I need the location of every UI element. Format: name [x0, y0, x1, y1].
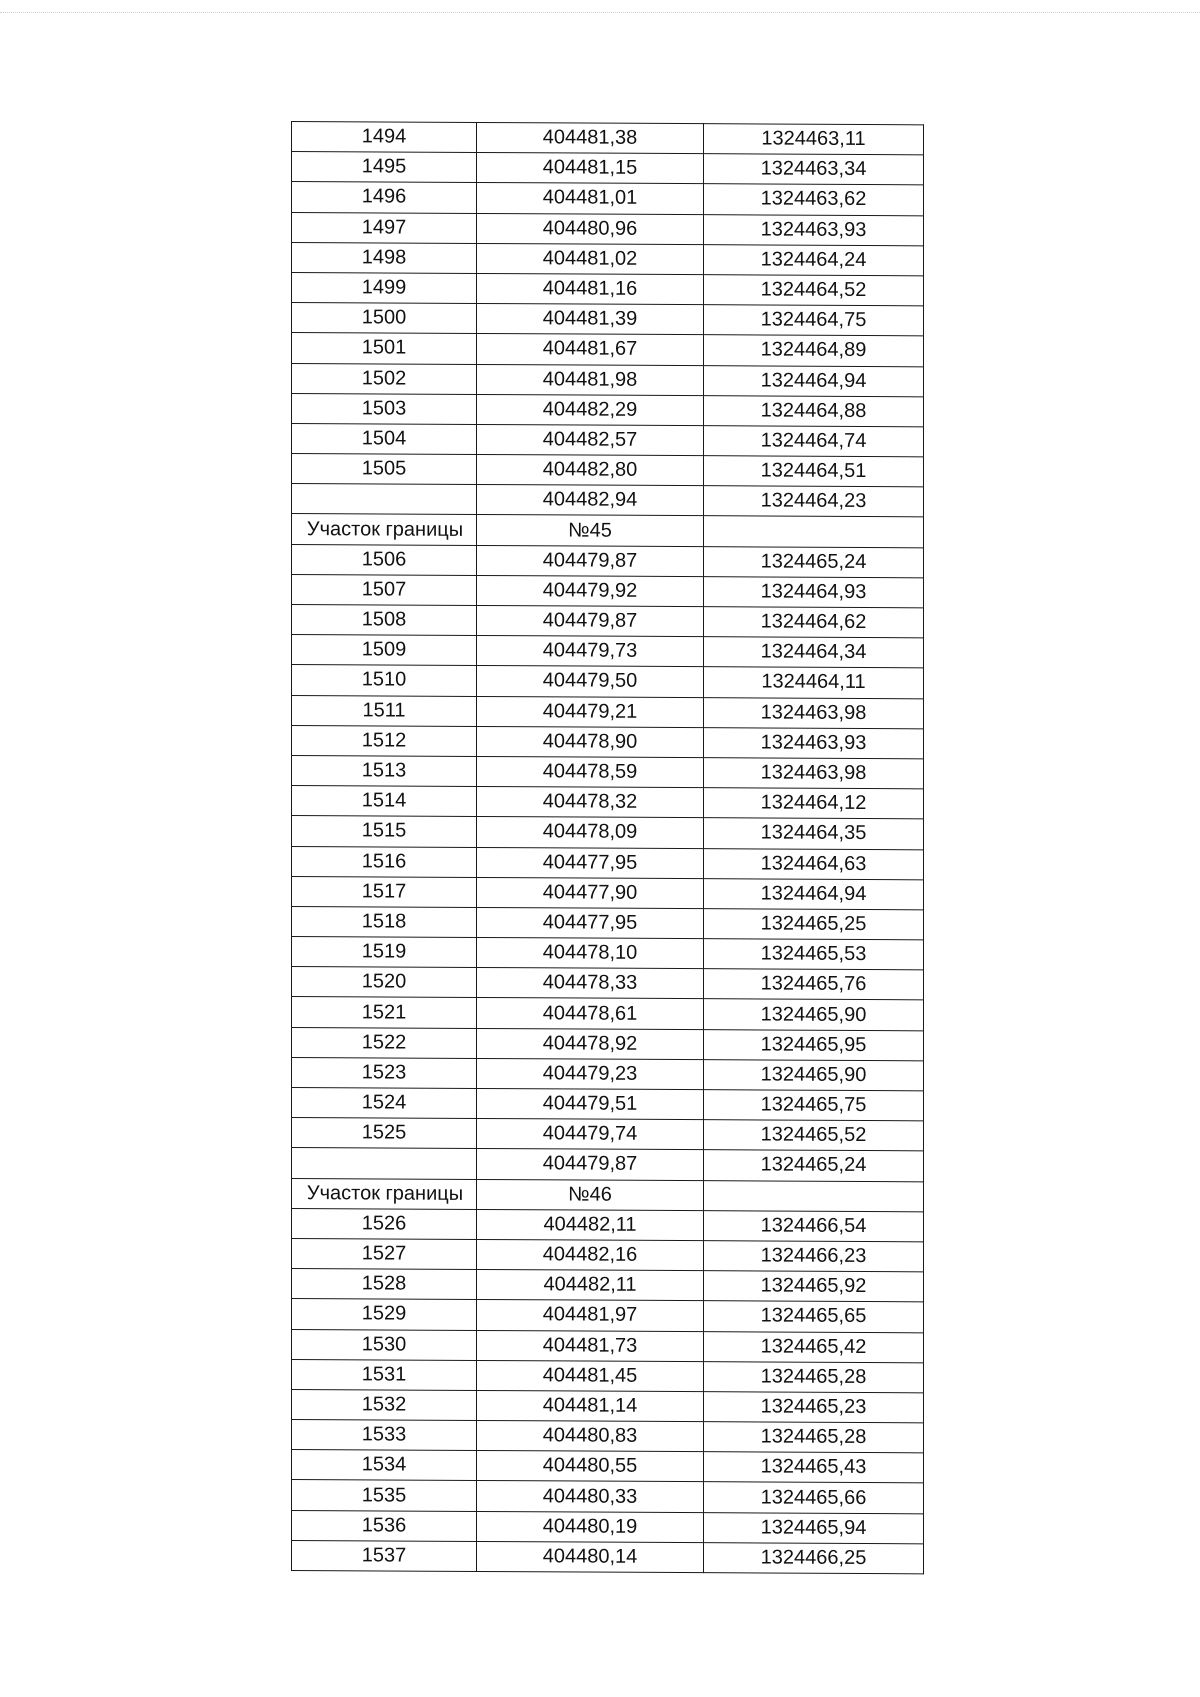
- table-row: [292, 605, 924, 638]
- point-number-cell: 1506: [292, 544, 477, 575]
- y-coordinate-cell: 1324463,93: [704, 214, 924, 245]
- x-coordinate-cell: 404481,98: [477, 364, 704, 395]
- point-number-cell: 1507: [292, 574, 477, 605]
- table-row: [292, 1148, 924, 1181]
- table-row: [292, 574, 924, 607]
- table-row: [292, 846, 924, 879]
- table-row: [292, 1238, 924, 1271]
- x-coordinate-cell: 404481,45: [477, 1360, 704, 1391]
- x-coordinate-cell: 404480,14: [477, 1541, 704, 1572]
- point-number-cell: 1531: [292, 1359, 477, 1390]
- y-coordinate-cell: 1324464,51: [704, 456, 924, 487]
- x-coordinate-cell: 404478,92: [477, 1028, 704, 1059]
- section-label-cell: Участок границы: [292, 1178, 477, 1209]
- scan-edge-line: [0, 12, 1200, 13]
- table-row: [292, 665, 924, 698]
- point-number-cell: [292, 484, 477, 515]
- point-number-cell: 1530: [292, 1329, 477, 1360]
- table-row: [292, 544, 924, 577]
- x-coordinate-cell: 404482,57: [477, 424, 704, 455]
- table-row: [292, 1208, 924, 1241]
- table-row: [292, 152, 924, 185]
- x-coordinate-cell: 404481,38: [477, 122, 704, 153]
- x-coordinate-cell: 404481,15: [477, 153, 704, 184]
- x-coordinate-cell: 404482,11: [477, 1209, 704, 1240]
- point-number-cell: 1522: [292, 1027, 477, 1058]
- point-number-cell: 1501: [292, 333, 477, 364]
- section-number-cell: №46: [477, 1179, 704, 1210]
- y-coordinate-cell: 1324464,24: [704, 244, 924, 275]
- point-number-cell: 1518: [292, 906, 477, 937]
- point-number-cell: 1511: [292, 695, 477, 726]
- y-coordinate-cell: 1324463,98: [704, 697, 924, 728]
- y-coordinate-cell: 1324465,24: [704, 1150, 924, 1181]
- x-coordinate-cell: 404478,32: [477, 787, 704, 818]
- point-number-cell: 1499: [292, 272, 477, 303]
- point-number-cell: 1497: [292, 212, 477, 243]
- empty-cell: [704, 1180, 924, 1211]
- x-coordinate-cell: 404480,83: [477, 1421, 704, 1452]
- x-coordinate-cell: 404479,73: [477, 636, 704, 667]
- y-coordinate-cell: 1324466,54: [704, 1210, 924, 1241]
- y-coordinate-cell: 1324464,94: [704, 878, 924, 909]
- point-number-cell: 1509: [292, 635, 477, 666]
- table-row: [292, 816, 924, 849]
- y-coordinate-cell: 1324464,12: [704, 788, 924, 819]
- x-coordinate-cell: 404479,87: [477, 545, 704, 576]
- y-coordinate-cell: 1324464,93: [704, 576, 924, 607]
- point-number-cell: 1498: [292, 242, 477, 273]
- point-number-cell: 1536: [292, 1510, 477, 1541]
- x-coordinate-cell: 404479,87: [477, 1149, 704, 1180]
- point-number-cell: 1503: [292, 393, 477, 424]
- y-coordinate-cell: 1324464,88: [704, 395, 924, 426]
- point-number-cell: 1534: [292, 1450, 477, 1481]
- x-coordinate-cell: 404478,59: [477, 756, 704, 787]
- point-number-cell: 1510: [292, 665, 477, 696]
- x-coordinate-cell: 404482,80: [477, 455, 704, 486]
- point-number-cell: 1523: [292, 1057, 477, 1088]
- y-coordinate-cell: 1324465,25: [704, 909, 924, 940]
- y-coordinate-cell: 1324464,94: [704, 365, 924, 396]
- point-number-cell: 1519: [292, 937, 477, 968]
- table-row: [292, 725, 924, 758]
- y-coordinate-cell: 1324464,74: [704, 426, 924, 457]
- x-coordinate-cell: 404482,16: [477, 1239, 704, 1270]
- table-row: [292, 1420, 924, 1453]
- table-row: [292, 967, 924, 1000]
- y-coordinate-cell: 1324463,98: [704, 758, 924, 789]
- table-row: [292, 937, 924, 970]
- x-coordinate-cell: 404482,94: [477, 485, 704, 516]
- table-row: [292, 755, 924, 788]
- section-number-cell: №45: [477, 515, 704, 546]
- table-row: [292, 1299, 924, 1332]
- x-coordinate-cell: 404478,90: [477, 726, 704, 757]
- y-coordinate-cell: 1324463,11: [704, 124, 924, 155]
- point-number-cell: 1533: [292, 1420, 477, 1451]
- y-coordinate-cell: 1324464,75: [704, 305, 924, 336]
- x-coordinate-cell: 404479,51: [477, 1088, 704, 1119]
- table-row: [292, 363, 924, 396]
- x-coordinate-cell: 404478,09: [477, 817, 704, 848]
- point-number-cell: 1505: [292, 454, 477, 485]
- table-row: [292, 906, 924, 939]
- y-coordinate-cell: 1324466,23: [704, 1241, 924, 1272]
- empty-cell: [704, 516, 924, 547]
- x-coordinate-cell: 404478,33: [477, 968, 704, 999]
- x-coordinate-cell: 404480,96: [477, 213, 704, 244]
- table-row: [292, 1118, 924, 1151]
- y-coordinate-cell: 1324465,28: [704, 1361, 924, 1392]
- coordinates-table: [291, 121, 924, 1574]
- point-number-cell: 1524: [292, 1088, 477, 1119]
- point-number-cell: [292, 1148, 477, 1179]
- x-coordinate-cell: 404481,02: [477, 243, 704, 274]
- x-coordinate-cell: 404482,11: [477, 1270, 704, 1301]
- point-number-cell: 1502: [292, 363, 477, 394]
- x-coordinate-cell: 404481,14: [477, 1390, 704, 1421]
- x-coordinate-cell: 404481,16: [477, 273, 704, 304]
- y-coordinate-cell: 1324463,93: [704, 727, 924, 758]
- table-row: [292, 695, 924, 728]
- x-coordinate-cell: 404481,67: [477, 334, 704, 365]
- table-row: [292, 212, 924, 245]
- x-coordinate-cell: 404479,92: [477, 575, 704, 606]
- table-row: [292, 997, 924, 1030]
- y-coordinate-cell: 1324465,66: [704, 1482, 924, 1513]
- table-row: [292, 1450, 924, 1483]
- y-coordinate-cell: 1324464,35: [704, 818, 924, 849]
- x-coordinate-cell: 404477,90: [477, 877, 704, 908]
- section-header-row: [292, 1178, 924, 1211]
- x-coordinate-cell: 404479,74: [477, 1119, 704, 1150]
- x-coordinate-cell: 404478,10: [477, 938, 704, 969]
- table-row: [292, 1389, 924, 1422]
- table-row: [292, 1480, 924, 1513]
- y-coordinate-cell: 1324465,43: [704, 1452, 924, 1483]
- x-coordinate-cell: 404480,55: [477, 1451, 704, 1482]
- point-number-cell: 1515: [292, 816, 477, 847]
- table-row: [292, 1088, 924, 1121]
- x-coordinate-cell: 404480,19: [477, 1511, 704, 1542]
- y-coordinate-cell: 1324464,62: [704, 607, 924, 638]
- x-coordinate-cell: 404482,29: [477, 394, 704, 425]
- table-row: [292, 303, 924, 336]
- table-row: [292, 635, 924, 668]
- table-row: [292, 242, 924, 275]
- y-coordinate-cell: 1324465,75: [704, 1090, 924, 1121]
- x-coordinate-cell: 404477,95: [477, 847, 704, 878]
- point-number-cell: 1528: [292, 1269, 477, 1300]
- point-number-cell: 1525: [292, 1118, 477, 1149]
- point-number-cell: 1516: [292, 846, 477, 877]
- table-row: [292, 1540, 924, 1573]
- table-row: [292, 423, 924, 456]
- y-coordinate-cell: 1324465,90: [704, 1059, 924, 1090]
- y-coordinate-cell: 1324465,90: [704, 999, 924, 1030]
- x-coordinate-cell: 404481,73: [477, 1330, 704, 1361]
- x-coordinate-cell: 404477,95: [477, 907, 704, 938]
- y-coordinate-cell: 1324465,76: [704, 969, 924, 1000]
- section-label-cell: Участок границы: [292, 514, 477, 545]
- y-coordinate-cell: 1324466,25: [704, 1542, 924, 1573]
- y-coordinate-cell: 1324465,94: [704, 1512, 924, 1543]
- point-number-cell: 1496: [292, 182, 477, 213]
- point-number-cell: 1535: [292, 1480, 477, 1511]
- y-coordinate-cell: 1324464,52: [704, 275, 924, 306]
- point-number-cell: 1521: [292, 997, 477, 1028]
- y-coordinate-cell: 1324463,34: [704, 154, 924, 185]
- y-coordinate-cell: 1324465,24: [704, 546, 924, 577]
- point-number-cell: 1517: [292, 876, 477, 907]
- y-coordinate-cell: 1324464,34: [704, 637, 924, 668]
- point-number-cell: 1504: [292, 423, 477, 454]
- table-row: [292, 1027, 924, 1060]
- point-number-cell: 1532: [292, 1389, 477, 1420]
- point-number-cell: 1526: [292, 1208, 477, 1239]
- x-coordinate-cell: 404481,97: [477, 1300, 704, 1331]
- x-coordinate-cell: 404479,23: [477, 1058, 704, 1089]
- table-row: [292, 1269, 924, 1302]
- x-coordinate-cell: 404478,61: [477, 998, 704, 1029]
- point-number-cell: 1512: [292, 725, 477, 756]
- point-number-cell: 1513: [292, 755, 477, 786]
- point-number-cell: 1494: [292, 122, 477, 153]
- point-number-cell: 1527: [292, 1238, 477, 1269]
- x-coordinate-cell: 404479,21: [477, 696, 704, 727]
- table-row: [292, 1359, 924, 1392]
- x-coordinate-cell: 404481,01: [477, 183, 704, 214]
- table-row: [292, 182, 924, 215]
- table-row: [292, 393, 924, 426]
- y-coordinate-cell: 1324465,23: [704, 1392, 924, 1423]
- table-row: [292, 1510, 924, 1543]
- x-coordinate-cell: 404479,87: [477, 605, 704, 636]
- table-row: [292, 786, 924, 819]
- point-number-cell: 1529: [292, 1299, 477, 1330]
- point-number-cell: 1520: [292, 967, 477, 998]
- y-coordinate-cell: 1324465,53: [704, 939, 924, 970]
- x-coordinate-cell: 404479,50: [477, 666, 704, 697]
- table-row: [292, 454, 924, 487]
- x-coordinate-cell: 404480,33: [477, 1481, 704, 1512]
- point-number-cell: 1537: [292, 1540, 477, 1571]
- table-row: [292, 333, 924, 366]
- table-row: [292, 876, 924, 909]
- y-coordinate-cell: 1324465,95: [704, 1029, 924, 1060]
- table-row: [292, 1057, 924, 1090]
- table-row: [292, 1329, 924, 1362]
- x-coordinate-cell: 404481,39: [477, 304, 704, 335]
- y-coordinate-cell: 1324464,63: [704, 848, 924, 879]
- y-coordinate-cell: 1324463,62: [704, 184, 924, 215]
- y-coordinate-cell: 1324465,28: [704, 1422, 924, 1453]
- point-number-cell: 1495: [292, 152, 477, 183]
- y-coordinate-cell: 1324465,42: [704, 1331, 924, 1362]
- section-header-row: [292, 514, 924, 547]
- y-coordinate-cell: 1324464,23: [704, 486, 924, 517]
- table-row: [292, 122, 924, 155]
- point-number-cell: 1500: [292, 303, 477, 334]
- point-number-cell: 1514: [292, 786, 477, 817]
- y-coordinate-cell: 1324465,92: [704, 1271, 924, 1302]
- table-row: [292, 272, 924, 305]
- table-row: [292, 484, 924, 517]
- point-number-cell: 1508: [292, 605, 477, 636]
- y-coordinate-cell: 1324464,89: [704, 335, 924, 366]
- y-coordinate-cell: 1324464,11: [704, 667, 924, 698]
- y-coordinate-cell: 1324465,52: [704, 1120, 924, 1151]
- y-coordinate-cell: 1324465,65: [704, 1301, 924, 1332]
- coordinates-table-body: [292, 122, 924, 1574]
